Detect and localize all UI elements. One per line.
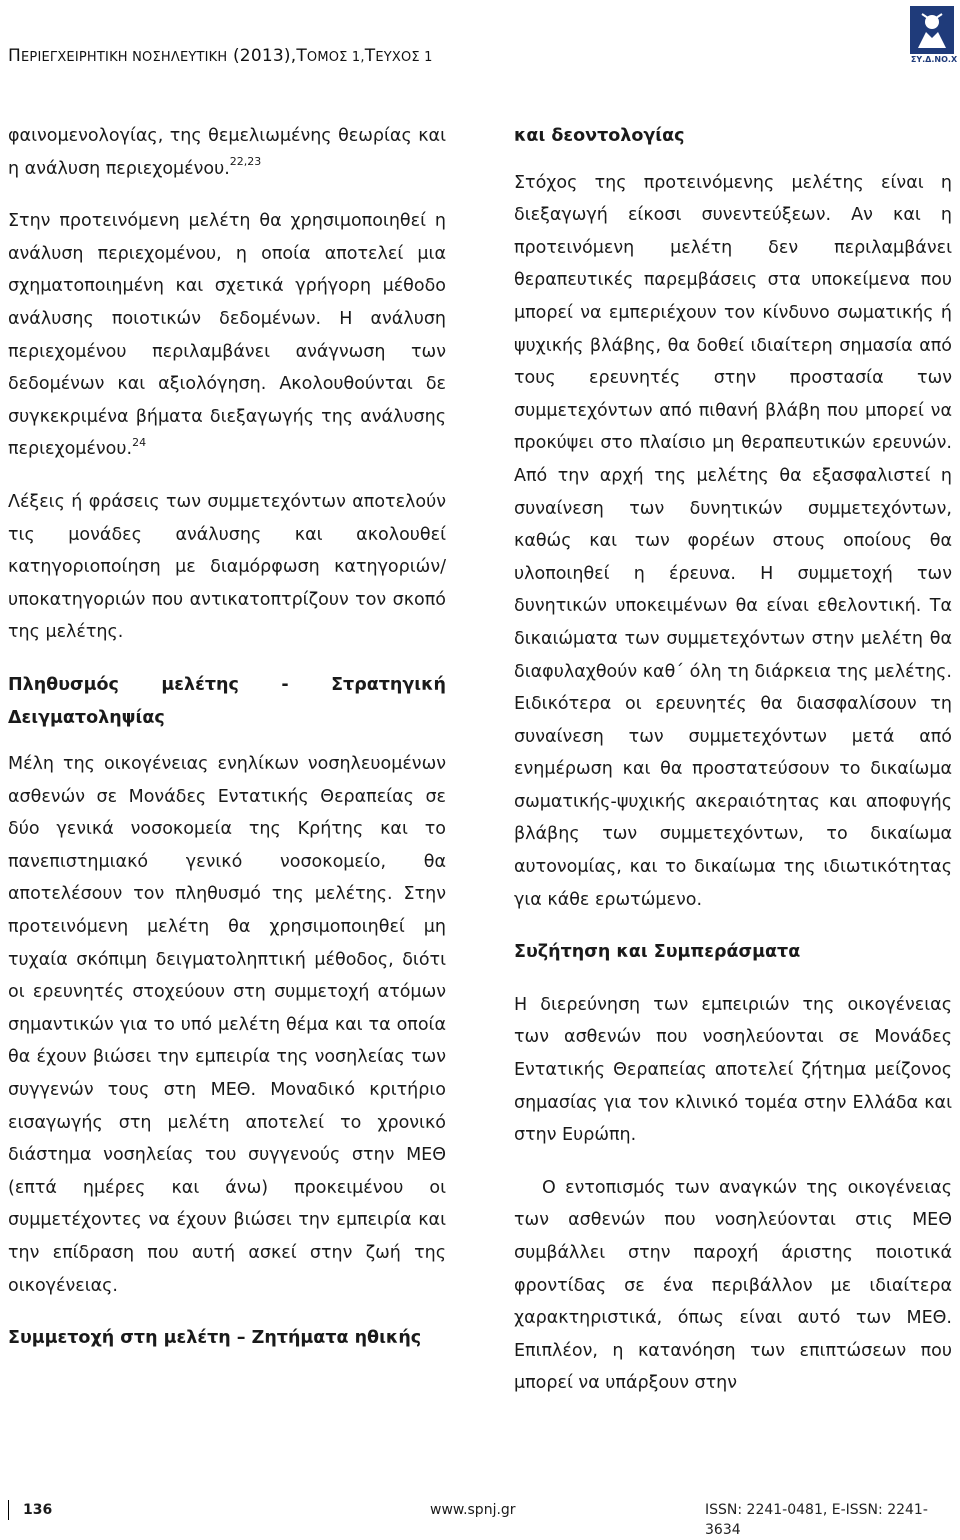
journal-title: ΕΡΙΕΓΧΕΙΡΗΤΙΚΗ ΝΟΣΗΛΕΥΤΙΚΗ: [20, 50, 228, 65]
journal-year: (2013),: [227, 46, 297, 66]
volume-initial: Τ: [296, 46, 307, 66]
reference-sup: 22,23: [229, 154, 262, 168]
reference-sup: 24: [132, 435, 147, 449]
paragraph-text: φαινομενολογίας, της θεμελιωμένης θεωρίας και η ανάλυση περιεχομένου.: [8, 126, 446, 179]
issue-initial: Τ: [364, 46, 376, 66]
issn-text: ISSN: 2241-0481, E-ISSN: 2241-3634: [705, 1502, 928, 1538]
paragraph-units-analysis: Λέξεις ή φράσεις των συμμετεχόντων αποτελούν τις μονάδες ανάλυσης και ακολουθεί κατηγοριοποίηση με διαμόρφωση κατηγοριών/υποκατηγοριών που αντικατοπτρίζουν τον σκοπό της μελέτης.: [8, 491, 446, 643]
volume-label: ΟΜΟΣ 1,: [306, 50, 365, 65]
paragraph-ethics: Στόχος της προτεινόμενης μελέτης είναι η διεξαγωγή είκοσι συνεντεύξεων. Αν και η προτεινόμενη μελέτη δεν περιλαμβάνει θεραπευτικές παρεμβάσεις στα υποκείμενα που μπορεί να εμπεριέχουν τον κίνδυνο σωματικής ή ψυχικής βλάβης, θα δοθεί ιδιαίτερη σημασία από τους ερευνητές στην προστασία των συμμετεχόντων από πιθανή βλάβη που μπορεί να προκύψει στο πλαίσιο μη θεραπευτικών ερευνών. Από την αρχή της μελέτης θα εξασφαλιστεί η συναίνεση των δυνητικών συμμετεχόντων, καθώς και των φορέων στους οποίους θα υλοποιηθεί η έρευνα. Η συμμετοχή των δυνητικών υποκειμένων θα είναι εθελοντική. Τα δικαιώματα των συμμετεχόντων στην μελέτη θα διαφυλαχθούν καθ΄ όλη τη διάρκεια της μελέτης. Ειδικότερα οι ερευνητές θα διασφαλίσουν τη συναίνεση των συμμετεχόντων μετά από ενημέρωση και θα προστατεύσουν το δικαίωμα σωματικής-ψυχικής ακεραιότητας και αποφυγής βλάβης των συμμετεχόντων, το δικαίωμα αυτονομίας, και το δικαίωμα της ιδιωτικότητας για κάθε ερωτώμενο.: [514, 172, 952, 910]
page-footer: [0, 1498, 960, 1538]
paragraph-population: Μέλη της οικογένειας ενηλίκων νοσηλευομένων ασθενών σε Μονάδες Εντατικής Θεραπείας σε δύο γενικά νοσοκομεία της Κρήτης και το πανεπιστημιακό γενικό νοσοκομείο, θα αποτελέσουν τον πληθυσμό της μελέτης. Στην προτεινόμενη μελέτη θα χρησιμοποιηθεί μη τυχαία σκόπιμη δειγματοληπτική μέθοδος, διότι οι ερευνητές στοχεύουν στη συμμετοχή ατόμων σημαντικών για το υπό μελέτη θέμα και τα οποία θα έχουν βιώσει την εμπειρία της νοσηλείας των συγγενών τους στη ΜΕΘ. Μοναδικό κριτήριο εισαγωγής στη μελέτη αποτελεί το χρονικό διάστημα νοσηλείας του συγγενούς στην ΜΕΘ (επτά ημέρες και άνω) προκειμένου οι συμμετέχοντες να έχουν βιώσει την εμπειρία και την επίδραση που αυτή ασκεί στην ζωή της οικογένειας.: [8, 754, 446, 1296]
paragraph-methods-intro: [8, 120, 446, 185]
logo-caption: ΣΥ.Δ.ΝΟ.Χ: [910, 55, 958, 64]
issue-label: ΕΥΧΟΣ 1: [375, 50, 433, 65]
journal-title-initial: Π: [8, 46, 21, 66]
section-heading-discussion: Συζήτηση και Συμπεράσματα: [514, 942, 801, 963]
left-column: [8, 120, 446, 1355]
journal-url[interactable]: www.spnj.gr: [430, 1502, 516, 1518]
section-heading-ethics-cont: και δεοντολογίας: [514, 126, 685, 146]
paragraph-content-analysis: [8, 205, 446, 466]
paragraph-text: Στην προτεινόμενη μελέτη θα χρησιμοποιηθεί η ανάλυση περιεχομένου, η οποία αποτελεί μια σχηματοποιημένη και σχετικά γρήγορη μέθοδο ανάλυσης ποιοτικών δεδομένων. Η ανάλυση περιεχομένου περιλαμβάνει ανάγνωση των δεδομένων και αξιολόγηση. Ακολουθούνται δε συγκεκριμένα βήματα διεξαγωγής της ανάλυσης περιεχομένου.: [8, 211, 446, 460]
section-heading-participation: Συμμετοχή στη μελέτη – Ζητήματα ηθικής: [8, 1328, 422, 1349]
journal-header: [8, 46, 433, 66]
section-heading-population: Πληθυσμός μελέτης - Στρατηγική Δειγματοληψίας: [8, 674, 446, 728]
paragraph-discussion-1: Η διερεύνηση των εμπειριών της οικογένειας των ασθενών που νοσηλεύονται σε Μονάδες Εντατικής Θεραπείας αποτελεί ζήτημα μείζονος σημασίας για τον κλινικό τομέα στην Ελλάδα και στην Ευρώπη.: [514, 994, 952, 1146]
paragraph-discussion-2: Ο εντοπισμός των αναγκών της οικογένειας των ασθενών που νοσηλεύονται στις ΜΕΘ συμβάλλει στην παροχή άριστης ποιοτικά φροντίδας σε ένα περιβάλλον με ιδιαίτερα χαρακτηριστικά, όπως είναι αυτό των ΜΕΘ. Επιπλέον, η κατανόηση των επιπτώσεων που μπορεί να υπάρξουν στην: [514, 1177, 952, 1394]
page-number: 136: [8, 1500, 52, 1520]
right-column: [514, 120, 952, 1400]
